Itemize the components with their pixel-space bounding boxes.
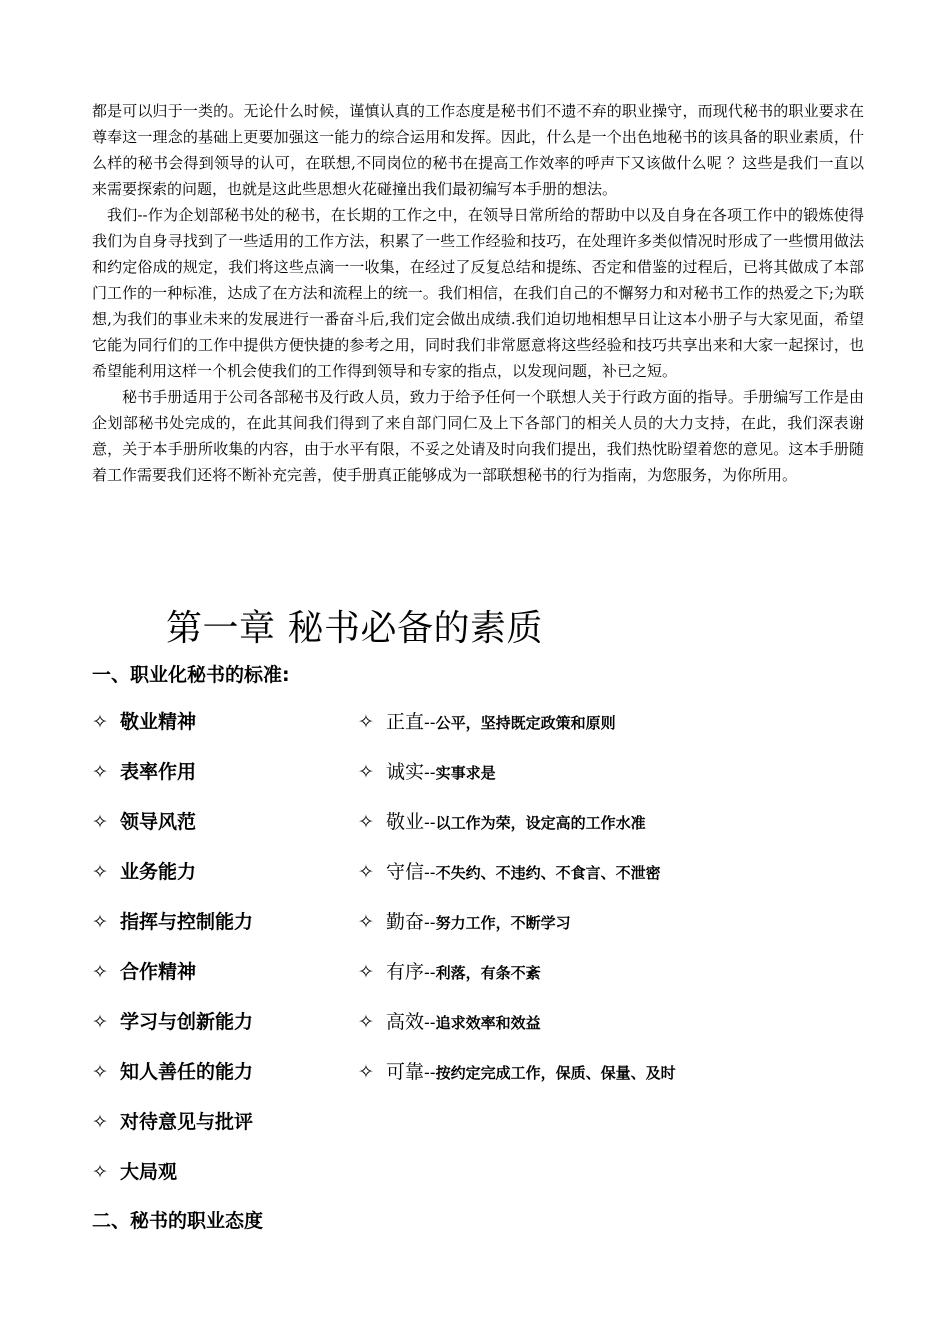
quality-label: 学习与创新能力 xyxy=(120,1011,254,1033)
virtue-description: 公平，坚持既定政策和原则 xyxy=(435,714,616,732)
diamond-star-icon: ✧ xyxy=(358,861,374,883)
list-item xyxy=(358,856,676,906)
diamond-star-icon: ✧ xyxy=(92,1111,108,1133)
quality-label: 知人善任的能力 xyxy=(120,1061,254,1083)
list-item xyxy=(92,906,253,956)
list-item xyxy=(92,1056,253,1106)
diamond-star-icon: ✧ xyxy=(358,811,374,833)
section-1-heading: 一、职业化秘书的标准: xyxy=(92,664,290,686)
virtue-term: 敬业 xyxy=(386,811,425,833)
virtue-description: 不失约、不违约、不食言、不泄密 xyxy=(435,864,661,882)
dash-separator: -- xyxy=(424,713,436,732)
quality-label: 指挥与控制能力 xyxy=(120,911,254,933)
intro-paragraph-1: 都是可以归于一类的。无论什么时候，谨慎认真的工作态度是秘书们不遗不弃的职业操守，而现代秘书的职业要求在尊奉这一理念的基础上更要加强这一能力的综合运用和发挥。因此，什么是一个出色地秘书的该具备的职业素质，什么样的秘书会得到领导的认可，在联想,不同岗位的秘书在提高工作效率的呼声下又该做什么呢 ？这些是我们一直以来需要探索的问题，也就是这此些思想火花碰撞出我们最初编写本手册的想法。 xyxy=(92,102,864,198)
diamond-star-icon: ✧ xyxy=(92,1011,108,1033)
list-item xyxy=(358,756,676,806)
list-item xyxy=(92,706,253,756)
diamond-star-icon: ✧ xyxy=(358,711,374,733)
dash-separator: -- xyxy=(424,863,436,882)
dash-separator: -- xyxy=(424,913,436,932)
list-item xyxy=(92,1156,253,1206)
diamond-star-icon: ✧ xyxy=(92,1061,108,1083)
diamond-star-icon: ✧ xyxy=(92,811,108,833)
quality-list-left xyxy=(92,706,253,1206)
list-item xyxy=(92,856,253,906)
quality-label: 大局观 xyxy=(120,1161,178,1183)
virtue-description: 追求效率和效益 xyxy=(435,1014,541,1032)
quality-label: 敬业精神 xyxy=(120,711,197,733)
list-item xyxy=(358,806,676,856)
diamond-star-icon: ✧ xyxy=(358,1061,374,1083)
list-item xyxy=(358,906,676,956)
diamond-star-icon: ✧ xyxy=(92,911,108,933)
dash-separator: -- xyxy=(424,1063,436,1082)
diamond-star-icon: ✧ xyxy=(92,961,108,983)
diamond-star-icon: ✧ xyxy=(92,711,108,733)
list-item xyxy=(92,806,253,856)
quality-label: 业务能力 xyxy=(120,861,197,883)
virtue-term: 诚实 xyxy=(386,761,425,783)
dash-separator: -- xyxy=(424,813,436,832)
quality-label: 表率作用 xyxy=(120,761,197,783)
virtue-description: 实事求是 xyxy=(435,764,496,782)
virtue-term: 高效 xyxy=(386,1011,425,1033)
quality-label: 对待意见与批评 xyxy=(120,1111,254,1133)
diamond-star-icon: ✧ xyxy=(92,1161,108,1183)
list-item xyxy=(92,1006,253,1056)
section-2-heading: 二、秘书的职业态度 xyxy=(92,1210,264,1232)
list-item xyxy=(92,956,253,1006)
virtue-description: 按约定完成工作，保质、保量、及时 xyxy=(435,1064,676,1082)
intro-paragraph-2: 我们--作为企划部秘书处的秘书，在长期的工作之中，在领导日常所给的帮助中以及自身在各项工作中的锻炼使得我们为自身寻找到了一些适用的工作方法，积累了一些工作经验和技巧，在处理许多类似情况时形成了一些惯用做法和约定俗成的规定，我们将这些点滴一一收集，在经过了反复总结和提练、否定和借鉴的过程后，已将其做成了本部门工作的一种标准，达成了在方法和流程上的统一。我们相信，在我们自己的不懈努力和对秘书工作的热爱之下;为联想,为我们的事业未来的发展进行一番奋斗后,我们定会做出成绩.我们迫切地相想早日让这本小册子与大家见面，希望它能为同行们的工作中提供方便快捷的参考之用，同时我们非常愿意将这些经验和技巧共享出来和大家一起探讨，也希望能利用这样一个机会使我们的工作得到领导和专家的指点，以发现问题，补已之短。 xyxy=(92,206,864,380)
diamond-star-icon: ✧ xyxy=(92,761,108,783)
diamond-star-icon: ✧ xyxy=(92,861,108,883)
virtue-description: 利落，有条不紊 xyxy=(435,964,541,982)
virtue-term: 守信 xyxy=(386,861,425,883)
quality-label: 领导风范 xyxy=(120,811,197,833)
dash-separator: -- xyxy=(424,1013,436,1032)
list-item xyxy=(92,1106,253,1156)
diamond-star-icon: ✧ xyxy=(358,1011,374,1033)
list-item xyxy=(92,756,253,806)
quality-label: 合作精神 xyxy=(120,961,197,983)
list-item xyxy=(358,1006,676,1056)
quality-list-right xyxy=(358,706,676,1106)
dash-separator: -- xyxy=(424,763,436,782)
dash-separator: -- xyxy=(424,963,436,982)
virtue-term: 可靠 xyxy=(386,1061,425,1083)
virtue-description: 努力工作，不断学习 xyxy=(435,914,571,932)
diamond-star-icon: ✧ xyxy=(358,761,374,783)
virtue-term: 正直 xyxy=(386,711,425,733)
list-item xyxy=(358,706,676,756)
diamond-star-icon: ✧ xyxy=(358,911,374,933)
list-item xyxy=(358,956,676,1006)
list-item xyxy=(358,1056,676,1106)
diamond-star-icon: ✧ xyxy=(358,961,374,983)
virtue-description: 以工作为荣，设定高的工作水准 xyxy=(435,814,646,832)
intro-text xyxy=(92,98,864,488)
virtue-term: 勤奋 xyxy=(386,911,425,933)
virtue-term: 有序 xyxy=(386,961,425,983)
intro-paragraph-3: 秘书手册适用于公司各部秘书及行政人员，致力于给予任何一个联想人关于行政方面的指导。手册编写工作是由企划部秘书处完成的，在此其间我们得到了来自部门同仁及上下各部门的相关人员的大力支持，在此，我们深表谢意，关于本手册所收集的内容，由于水平有限，不妥之处请及时向我们提出，我们热忱盼望着您的意见。这本手册随着工作需要我们还将不断补充完善，使手册真正能够成为一部联想秘书的行为指南，为您服务，为你所用。 xyxy=(92,388,864,484)
chapter-title: 第一章 秘书必备的素质 xyxy=(166,608,543,649)
